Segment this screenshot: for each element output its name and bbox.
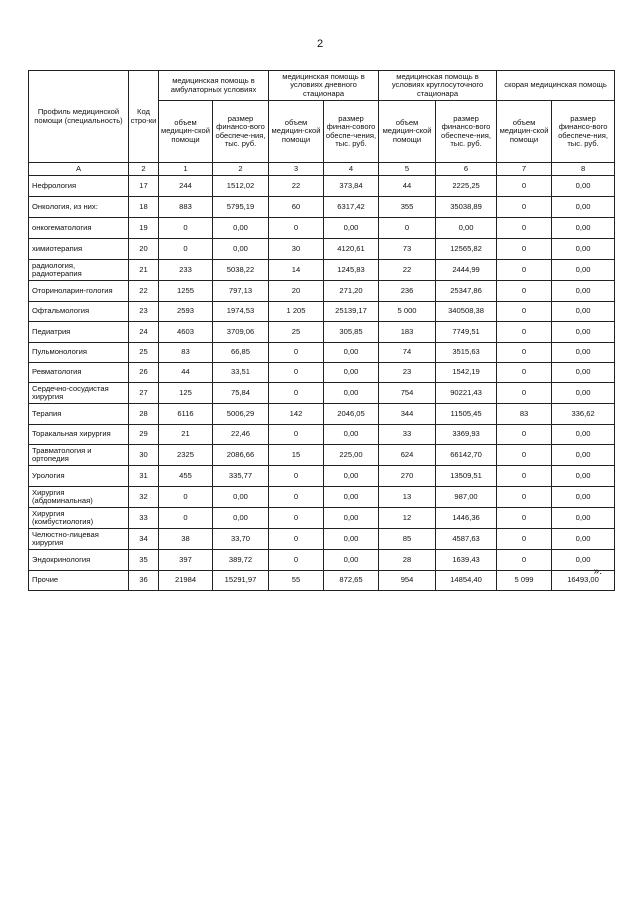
- emergency-volume: 0: [497, 425, 552, 445]
- day-hospital-finance: 1245,83: [324, 260, 379, 281]
- row-code: 33: [129, 508, 159, 529]
- ambulatory-finance: 0,00: [213, 508, 269, 529]
- header-sub-volume: объем медицин-ской помощи: [379, 101, 436, 163]
- table-row: [29, 508, 615, 529]
- header-sub-volume: объем медицин-ской помощи: [159, 101, 213, 163]
- emergency-finance: 0,00: [552, 322, 615, 343]
- ambulatory-volume: 0: [159, 239, 213, 260]
- row-profile: Сердечно-сосудистая хирургия: [29, 383, 129, 404]
- day-hospital-finance: 0,00: [324, 508, 379, 529]
- ambulatory-finance: 797,13: [213, 281, 269, 302]
- day-hospital-finance: 271,20: [324, 281, 379, 302]
- ambulatory-finance: 66,85: [213, 343, 269, 363]
- header-group-emergency: скорая медицинская помощь: [497, 71, 615, 101]
- ambulatory-finance: 75,84: [213, 383, 269, 404]
- emergency-volume: 0: [497, 529, 552, 550]
- row-profile: Оториноларин-гология: [29, 281, 129, 302]
- table-row: [29, 487, 615, 508]
- table-header: [29, 71, 615, 176]
- day-hospital-finance: 225,00: [324, 445, 379, 466]
- day-hospital-finance: 0,00: [324, 218, 379, 239]
- day-hospital-volume: 20: [269, 281, 324, 302]
- ambulatory-volume: 4603: [159, 322, 213, 343]
- day-hospital-finance: 2046,05: [324, 404, 379, 425]
- row-profile: Ревматология: [29, 363, 129, 383]
- day-hospital-volume: 0: [269, 363, 324, 383]
- ambulatory-finance: 389,72: [213, 550, 269, 571]
- round-clock-volume: 33: [379, 425, 436, 445]
- emergency-volume: 0: [497, 197, 552, 218]
- header-sub-finance: размер финансо-вого обеспече-ния, тыс. руб.: [552, 101, 615, 163]
- column-number: 3: [269, 163, 324, 176]
- round-clock-finance: 3515,63: [436, 343, 497, 363]
- ambulatory-volume: 233: [159, 260, 213, 281]
- emergency-volume: 0: [497, 550, 552, 571]
- ambulatory-finance: 335,77: [213, 466, 269, 487]
- day-hospital-volume: 14: [269, 260, 324, 281]
- row-profile: химиотерапия: [29, 239, 129, 260]
- emergency-finance: 0,00: [552, 508, 615, 529]
- day-hospital-finance: 25139,17: [324, 302, 379, 322]
- round-clock-volume: 183: [379, 322, 436, 343]
- emergency-finance: 0,00: [552, 445, 615, 466]
- emergency-finance: 0,00: [552, 425, 615, 445]
- ambulatory-volume: 397: [159, 550, 213, 571]
- row-profile: Прочие: [29, 571, 129, 591]
- round-clock-finance: 35038,89: [436, 197, 497, 218]
- ambulatory-volume: 244: [159, 176, 213, 197]
- row-code: 30: [129, 445, 159, 466]
- ambulatory-volume: 455: [159, 466, 213, 487]
- day-hospital-volume: 0: [269, 425, 324, 445]
- emergency-volume: 0: [497, 383, 552, 404]
- row-code: 24: [129, 322, 159, 343]
- day-hospital-finance: 6317,42: [324, 197, 379, 218]
- ambulatory-finance: 0,00: [213, 239, 269, 260]
- emergency-finance: 0,00: [552, 383, 615, 404]
- emergency-volume: 83: [497, 404, 552, 425]
- table-row: [29, 239, 615, 260]
- header-group-ambulatory: медицинская помощь в амбулаторных условиях: [159, 71, 269, 101]
- table-row: [29, 363, 615, 383]
- round-clock-volume: 85: [379, 529, 436, 550]
- round-clock-finance: 12565,82: [436, 239, 497, 260]
- row-profile: онкогематология: [29, 218, 129, 239]
- row-code: 28: [129, 404, 159, 425]
- round-clock-finance: 987,00: [436, 487, 497, 508]
- round-clock-finance: 0,00: [436, 218, 497, 239]
- day-hospital-volume: 142: [269, 404, 324, 425]
- round-clock-finance: 1446,36: [436, 508, 497, 529]
- row-profile: Нефрология: [29, 176, 129, 197]
- row-code: 32: [129, 487, 159, 508]
- ambulatory-finance: 33,70: [213, 529, 269, 550]
- round-clock-volume: 5 000: [379, 302, 436, 322]
- emergency-finance: 16493,00: [552, 571, 615, 591]
- table-row: [29, 322, 615, 343]
- emergency-finance: 0,00: [552, 302, 615, 322]
- medical-care-table: [28, 70, 615, 591]
- emergency-volume: 0: [497, 322, 552, 343]
- round-clock-volume: 270: [379, 466, 436, 487]
- round-clock-finance: 66142,70: [436, 445, 497, 466]
- header-sub-finance: размер финансо-вого обеспече-ния, тыс. руб.: [213, 101, 269, 163]
- round-clock-volume: 236: [379, 281, 436, 302]
- header-code: Код стро-ки: [129, 71, 159, 163]
- row-profile: Урология: [29, 466, 129, 487]
- table-row: [29, 550, 615, 571]
- emergency-volume: 0: [497, 218, 552, 239]
- round-clock-volume: 74: [379, 343, 436, 363]
- day-hospital-finance: 0,00: [324, 363, 379, 383]
- emergency-finance: 0,00: [552, 176, 615, 197]
- table-row: [29, 445, 615, 466]
- row-profile: Торакальная хирургия: [29, 425, 129, 445]
- header-group-round-clock-hospital: медицинская помощь в условиях круглосуточного стационара: [379, 71, 497, 101]
- ambulatory-finance: 5006,29: [213, 404, 269, 425]
- round-clock-volume: 12: [379, 508, 436, 529]
- ambulatory-volume: 38: [159, 529, 213, 550]
- round-clock-finance: 1639,43: [436, 550, 497, 571]
- emergency-volume: 0: [497, 239, 552, 260]
- day-hospital-finance: 872,65: [324, 571, 379, 591]
- emergency-volume: 0: [497, 343, 552, 363]
- table-row: [29, 176, 615, 197]
- row-code: 29: [129, 425, 159, 445]
- emergency-finance: 0,00: [552, 197, 615, 218]
- column-number: 6: [436, 163, 497, 176]
- ambulatory-finance: 1974,53: [213, 302, 269, 322]
- ambulatory-volume: 2325: [159, 445, 213, 466]
- day-hospital-finance: 0,00: [324, 383, 379, 404]
- row-profile: Онкология, из них:: [29, 197, 129, 218]
- day-hospital-volume: 1 205: [269, 302, 324, 322]
- header-sub-volume: объем медицин-ской помощи: [497, 101, 552, 163]
- header-group-day-hospital: медицинская помощь в условиях дневного стационара: [269, 71, 379, 101]
- emergency-finance: 0,00: [552, 281, 615, 302]
- emergency-volume: 0: [497, 363, 552, 383]
- row-code: 23: [129, 302, 159, 322]
- row-profile: Эндокринология: [29, 550, 129, 571]
- row-code: 17: [129, 176, 159, 197]
- day-hospital-finance: 373,84: [324, 176, 379, 197]
- row-code: 34: [129, 529, 159, 550]
- ambulatory-volume: 0: [159, 218, 213, 239]
- row-code: 25: [129, 343, 159, 363]
- table-row: [29, 529, 615, 550]
- row-profile: Педиатрия: [29, 322, 129, 343]
- ambulatory-volume: 125: [159, 383, 213, 404]
- emergency-finance: 0,00: [552, 466, 615, 487]
- day-hospital-volume: 0: [269, 218, 324, 239]
- header-sub-volume: объем медицин-ской помощи: [269, 101, 324, 163]
- column-number: 2: [213, 163, 269, 176]
- table-row: [29, 383, 615, 404]
- day-hospital-volume: 0: [269, 383, 324, 404]
- day-hospital-volume: 15: [269, 445, 324, 466]
- row-code: 20: [129, 239, 159, 260]
- round-clock-finance: 7749,51: [436, 322, 497, 343]
- row-profile: Хирургия (комбустиология): [29, 508, 129, 529]
- emergency-volume: 0: [497, 487, 552, 508]
- emergency-finance: 0,00: [552, 363, 615, 383]
- ambulatory-volume: 0: [159, 508, 213, 529]
- table-row: [29, 197, 615, 218]
- day-hospital-volume: 30: [269, 239, 324, 260]
- ambulatory-finance: 0,00: [213, 487, 269, 508]
- column-number-row: [29, 163, 615, 176]
- emergency-finance: 0,00: [552, 487, 615, 508]
- ambulatory-volume: 2593: [159, 302, 213, 322]
- ambulatory-finance: 15291,97: [213, 571, 269, 591]
- table-body: [29, 176, 615, 591]
- round-clock-volume: 954: [379, 571, 436, 591]
- row-code: 31: [129, 466, 159, 487]
- round-clock-volume: 44: [379, 176, 436, 197]
- emergency-finance: 0,00: [552, 529, 615, 550]
- ambulatory-finance: 5795,19: [213, 197, 269, 218]
- ambulatory-volume: 1255: [159, 281, 213, 302]
- ambulatory-volume: 6116: [159, 404, 213, 425]
- row-code: 22: [129, 281, 159, 302]
- day-hospital-finance: 0,00: [324, 550, 379, 571]
- round-clock-finance: 25347,86: [436, 281, 497, 302]
- closing-quote-mark: ».: [593, 566, 602, 577]
- day-hospital-volume: 60: [269, 197, 324, 218]
- round-clock-volume: 355: [379, 197, 436, 218]
- round-clock-volume: 0: [379, 218, 436, 239]
- ambulatory-volume: 883: [159, 197, 213, 218]
- row-code: 36: [129, 571, 159, 591]
- column-number: 5: [379, 163, 436, 176]
- table-row: [29, 404, 615, 425]
- row-code: 19: [129, 218, 159, 239]
- column-number: 8: [552, 163, 615, 176]
- round-clock-finance: 14854,40: [436, 571, 497, 591]
- day-hospital-volume: 0: [269, 508, 324, 529]
- header-profile: Профиль медицинской помощи (специальность): [29, 71, 129, 163]
- round-clock-volume: 23: [379, 363, 436, 383]
- emergency-volume: 0: [497, 445, 552, 466]
- column-number: 1: [159, 163, 213, 176]
- day-hospital-volume: 25: [269, 322, 324, 343]
- round-clock-finance: 2444,99: [436, 260, 497, 281]
- round-clock-finance: 3369,93: [436, 425, 497, 445]
- round-clock-finance: 340508,38: [436, 302, 497, 322]
- day-hospital-volume: 22: [269, 176, 324, 197]
- emergency-finance: 0,00: [552, 260, 615, 281]
- day-hospital-volume: 0: [269, 487, 324, 508]
- emergency-finance: 0,00: [552, 218, 615, 239]
- emergency-finance: 0,00: [552, 343, 615, 363]
- row-code: 18: [129, 197, 159, 218]
- emergency-volume: 0: [497, 176, 552, 197]
- round-clock-volume: 73: [379, 239, 436, 260]
- row-code: 21: [129, 260, 159, 281]
- ambulatory-volume: 0: [159, 487, 213, 508]
- table-row: [29, 425, 615, 445]
- emergency-volume: 0: [497, 260, 552, 281]
- ambulatory-finance: 33,51: [213, 363, 269, 383]
- day-hospital-finance: 4120,61: [324, 239, 379, 260]
- row-code: 35: [129, 550, 159, 571]
- row-code: 27: [129, 383, 159, 404]
- day-hospital-finance: 0,00: [324, 343, 379, 363]
- day-hospital-finance: 0,00: [324, 529, 379, 550]
- column-number: А: [29, 163, 129, 176]
- row-code: 26: [129, 363, 159, 383]
- round-clock-finance: 13509,51: [436, 466, 497, 487]
- round-clock-volume: 624: [379, 445, 436, 466]
- page-number: 2: [316, 38, 324, 50]
- day-hospital-volume: 0: [269, 343, 324, 363]
- round-clock-volume: 754: [379, 383, 436, 404]
- row-profile: радиология, радиотерапия: [29, 260, 129, 281]
- emergency-finance: 0,00: [552, 239, 615, 260]
- day-hospital-finance: 305,85: [324, 322, 379, 343]
- ambulatory-finance: 1512,02: [213, 176, 269, 197]
- ambulatory-volume: 21: [159, 425, 213, 445]
- ambulatory-finance: 22,46: [213, 425, 269, 445]
- day-hospital-volume: 0: [269, 529, 324, 550]
- column-number: 4: [324, 163, 379, 176]
- row-profile: Офтальмология: [29, 302, 129, 322]
- emergency-volume: 0: [497, 466, 552, 487]
- ambulatory-finance: 5038,22: [213, 260, 269, 281]
- table-row: [29, 218, 615, 239]
- table-row: [29, 571, 615, 591]
- table-row: [29, 343, 615, 363]
- day-hospital-finance: 0,00: [324, 466, 379, 487]
- header-sub-finance: размер финансо-вого обеспече-ния, тыс. руб.: [436, 101, 497, 163]
- round-clock-volume: 28: [379, 550, 436, 571]
- row-profile: Травматология и ортопедия: [29, 445, 129, 466]
- row-profile: Челюстно-лицевая хирургия: [29, 529, 129, 550]
- round-clock-finance: 90221,43: [436, 383, 497, 404]
- row-profile: Хирургия (абдоминальная): [29, 487, 129, 508]
- table-row: [29, 302, 615, 322]
- header-sub-finance: размер финан-сового обеспе-чения, тыс. руб.: [324, 101, 379, 163]
- row-profile: Терапия: [29, 404, 129, 425]
- table-row: [29, 281, 615, 302]
- day-hospital-finance: 0,00: [324, 425, 379, 445]
- ambulatory-finance: 3709,06: [213, 322, 269, 343]
- ambulatory-finance: 2086,66: [213, 445, 269, 466]
- emergency-finance: 336,62: [552, 404, 615, 425]
- round-clock-volume: 13: [379, 487, 436, 508]
- table-row: [29, 260, 615, 281]
- ambulatory-volume: 83: [159, 343, 213, 363]
- round-clock-finance: 1542,19: [436, 363, 497, 383]
- ambulatory-finance: 0,00: [213, 218, 269, 239]
- ambulatory-volume: 44: [159, 363, 213, 383]
- emergency-finance: 0,00: [552, 550, 615, 571]
- day-hospital-volume: 0: [269, 550, 324, 571]
- emergency-volume: 0: [497, 508, 552, 529]
- emergency-volume: 0: [497, 302, 552, 322]
- ambulatory-volume: 21984: [159, 571, 213, 591]
- day-hospital-volume: 0: [269, 466, 324, 487]
- round-clock-volume: 22: [379, 260, 436, 281]
- day-hospital-volume: 55: [269, 571, 324, 591]
- round-clock-finance: 11505,45: [436, 404, 497, 425]
- round-clock-finance: 2225,25: [436, 176, 497, 197]
- emergency-volume: 5 099: [497, 571, 552, 591]
- emergency-volume: 0: [497, 281, 552, 302]
- round-clock-volume: 344: [379, 404, 436, 425]
- row-profile: Пульмонология: [29, 343, 129, 363]
- table-row: [29, 466, 615, 487]
- day-hospital-finance: 0,00: [324, 487, 379, 508]
- round-clock-finance: 4587,63: [436, 529, 497, 550]
- column-number: 2: [129, 163, 159, 176]
- column-number: 7: [497, 163, 552, 176]
